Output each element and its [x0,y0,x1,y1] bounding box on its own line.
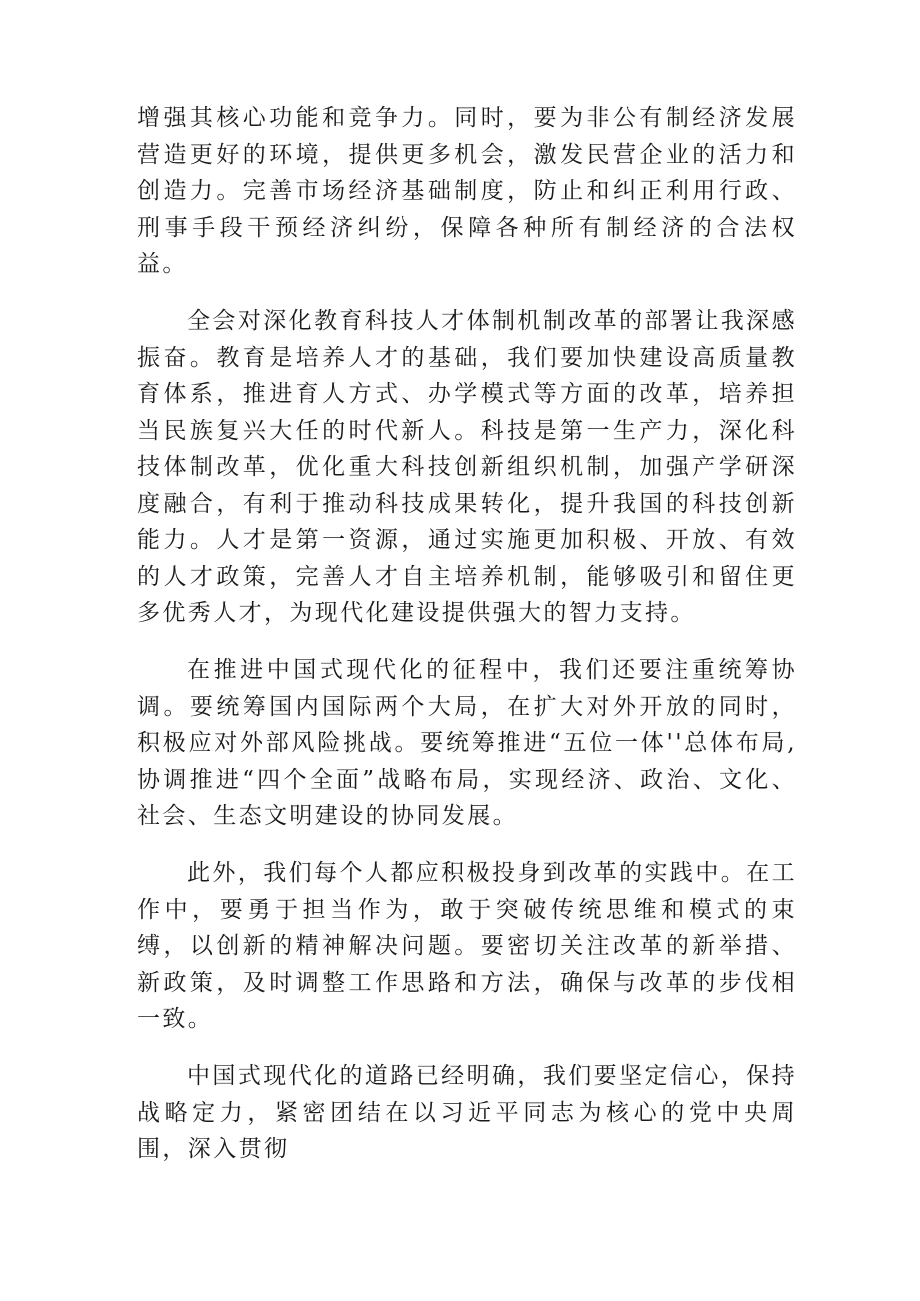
paragraph-1: 增强其核心功能和竞争力。同时，要为非公有制经济发展营造更好的环境，提供更多机会，激发民营企业的活力和创造力。完善市场经济基础制度，防止和纠正利用行政、刑事手段干预经济纠纷，保障各种所有制经济的合法权益。 [137,105,797,277]
paragraph-3: 在推进中国式现代化的征程中，我们还要注重统筹协调。要统筹国内国际两个大局，在扩大对外开放的同时，积极应对外部风险挑战。要统筹推进“五位一体''总体布局,协调推进“四个全面”战略布局，实现经济、政治、文化、社会、生态文明建设的协同发展。 [137,657,797,829]
document-body [137,100,797,1188]
paragraph-4: 此外，我们每个人都应积极投身到改革的实践中。在工作中，要勇于担当作为，敢于突破传统思维和模式的束缚，以创新的精神解决问题。要密切关注改革的新举措、新政策，及时调整工作思路和方法，确保与改革的步伐相一致。 [137,860,797,1032]
paragraph-5: 中国式现代化的道路已经明确，我们要坚定信心，保持战略定力，紧密团结在以习近平同志为核心的党中央周围，深入贯彻 [137,1063,797,1162]
paragraph-2: 全会对深化教育科技人才体制机制改革的部署让我深感振奋。教育是培养人才的基础，我们要加快建设高质量教育体系，推进育人方式、办学模式等方面的改革，培养担当民族复兴大任的时代新人。科技是第一生产力，深化科技体制改革，优化重大科技创新组织机制，加强产学研深度融合，有利于推动科技成果转化，提升我国的科技创新能力。人才是第一资源，通过实施更加积极、开放、有效的人才政策，完善人才自主培养机制，能够吸引和留住更多优秀人才，为现代化建设提供强大的智力支持。 [137,308,797,626]
